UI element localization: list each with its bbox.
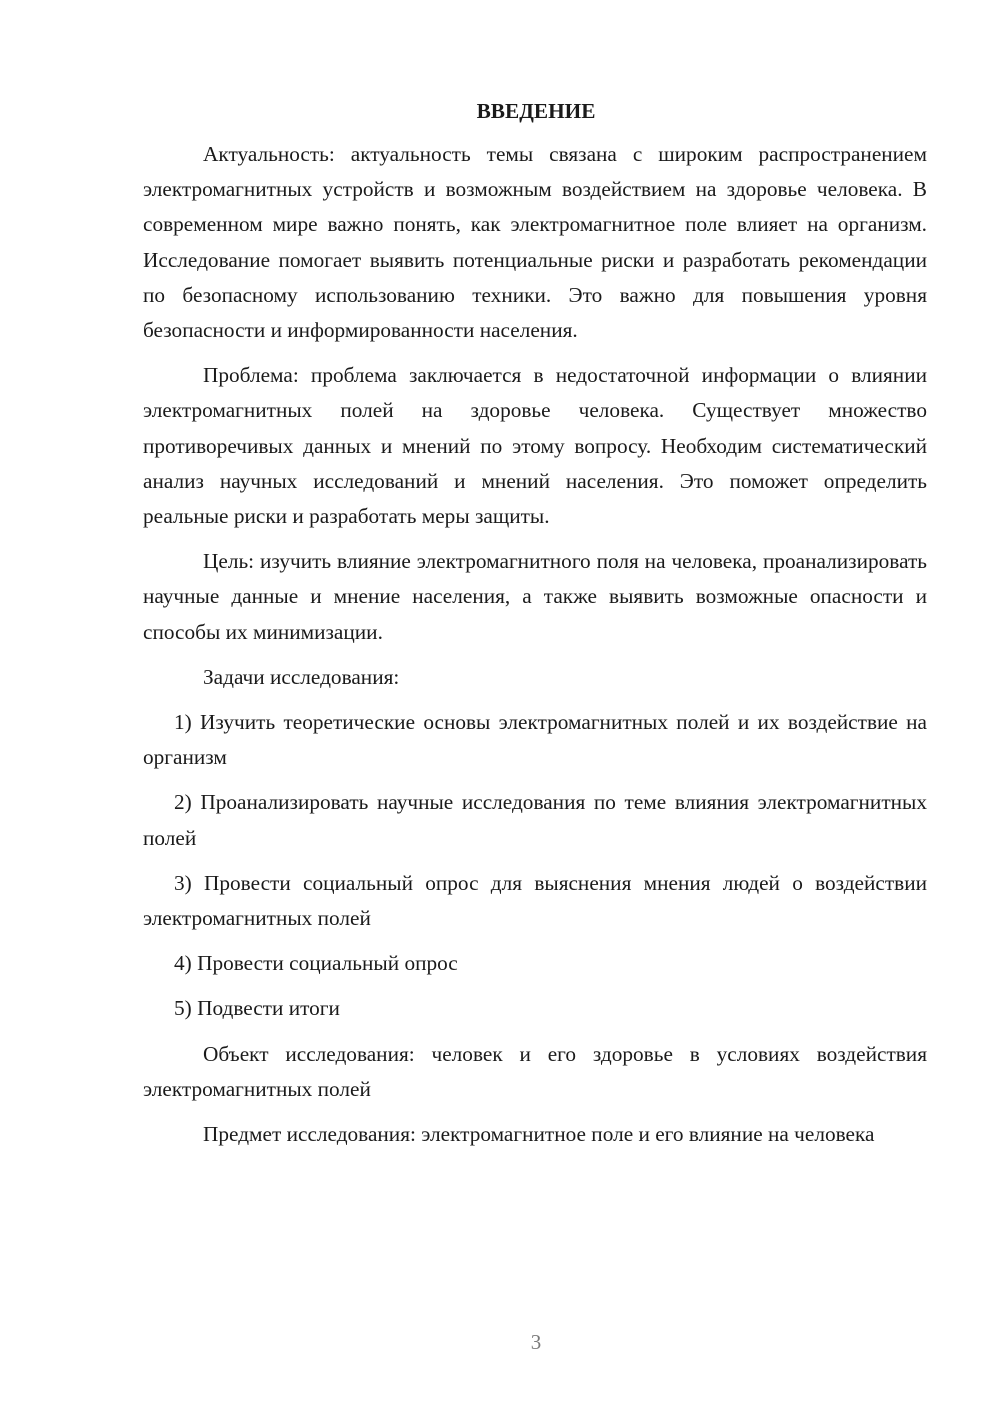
page-number: 3	[530, 1330, 542, 1354]
page-content	[143, 94, 927, 1152]
paragraph-goal: Цель: изучить влияние электромагнитного поля на человека, проанализировать научные данные и мнение населения, а также выявить возможные опасности и способы их минимизации.	[143, 549, 927, 644]
paragraph-relevance: Актуальность: актуальность темы связана с широким распространением электромагнитных устройств и возможным воздействием на здоровье человека. В современном мире важно понять, как электромагнитное поле влияет на организм. Исследование помогает выявить потенциальные риски и разработать рекомендации по безопасному использованию техники. Это важно для повышения уровня безопасности и информированности населения.	[143, 142, 927, 343]
task-item-1: 1) Изучить теоретические основы электромагнитных полей и их воздействие на организм	[143, 710, 927, 770]
task-item-2: 2) Проанализировать научные исследования по теме влияния электромагнитных полей	[143, 790, 927, 850]
task-item-3: 3) Провести социальный опрос для выяснения мнения людей о воздействии электромагнитных полей	[143, 870, 927, 931]
section-heading: ВВЕДЕНИЕ	[476, 99, 596, 123]
paragraph-object: Объект исследования: человек и его здоровье в условиях воздействия электромагнитных полей	[143, 1041, 927, 1101]
paragraph-tasks-label: Задачи исследования:	[203, 664, 400, 689]
task-item-4: 4) Провести социальный опрос	[174, 951, 458, 976]
paragraph-problem: Проблема: проблема заключается в недостаточной информации о влиянии электромагнитных полей на здоровье человека. Существует множество противоречивых данных и мнений по этому вопросу. Необходим систематический анализ научных исследований и мнений населения. Это поможет определить реальные риски и разработать меры защиты.	[143, 363, 927, 529]
task-item-5: 5) Подвести итоги	[174, 996, 340, 1021]
paragraph-subject: Предмет исследования: электромагнитное поле и его влияние на человека	[203, 1122, 875, 1147]
